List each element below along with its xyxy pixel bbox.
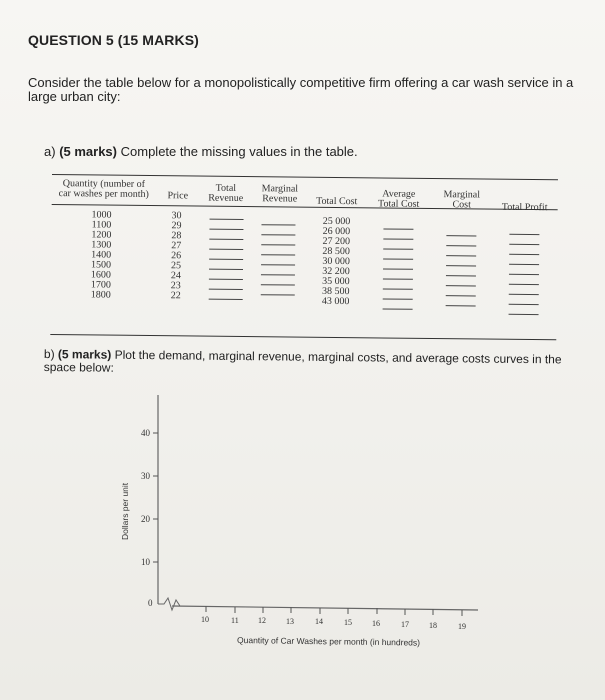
total-cost-cell: 27 200 — [322, 235, 351, 248]
part-a-marks: (5 marks) — [59, 144, 117, 159]
axis-break-icon — [158, 598, 180, 610]
price-cell: 22 — [170, 290, 181, 302]
total-cost-cell: 35 000 — [322, 275, 350, 288]
total-cost-cell: 25 000 — [322, 215, 351, 228]
intro-paragraph: Consider the table below for a monopolistically competitive firm offering a car wash service in a large urban city: — [28, 75, 574, 104]
header-total-profit: Total Profit — [501, 201, 548, 214]
y-tick-label: 0 — [148, 598, 153, 608]
price-cell: 27 — [171, 240, 182, 252]
header-mc-line1: Marginal — [443, 189, 481, 201]
y-tick-label: 30 — [141, 471, 150, 481]
price-cell: 30 — [171, 210, 182, 222]
y-tick-label: 40 — [141, 428, 150, 438]
header-total-cost: Total Cost — [316, 195, 358, 208]
x-tick-label: 11 — [231, 616, 239, 625]
quantity-cell: 1300 — [91, 239, 112, 251]
quantity-cell: 1000 — [91, 209, 112, 221]
quantity-cell: 1600 — [90, 269, 112, 281]
x-tick-label: 12 — [258, 616, 266, 625]
y-axis-title: Dollars per unit — [120, 482, 130, 540]
price-cell: 28 — [171, 230, 182, 242]
header-total-revenue-line1: Total — [215, 182, 237, 194]
header-total-revenue-line2: Revenue — [208, 192, 244, 205]
total-cost-cell: 30 000 — [322, 255, 350, 268]
header-quantity-line1: Quantity (number of — [62, 178, 146, 190]
quantity-cell: 1100 — [91, 219, 112, 231]
x-tick-label: 18 — [429, 621, 437, 630]
price-cell: 24 — [170, 270, 181, 282]
x-tick-label: 19 — [458, 622, 466, 631]
question-title: QUESTION 5 (15 MARKS) — [28, 32, 199, 48]
header-marginal-revenue-line2: Revenue — [262, 193, 298, 205]
header-price: Price — [167, 190, 189, 202]
total-cost-cell: 32 200 — [322, 265, 350, 278]
part-a-text: Complete the missing values in the table. — [120, 144, 358, 159]
part-a-label: a) — [44, 144, 56, 159]
quantity-cell: 1700 — [90, 279, 111, 291]
header-marginal-revenue-line1: Marginal — [261, 183, 299, 195]
header-atc-line1: Average — [382, 188, 416, 200]
header-mc-line2: Cost — [452, 199, 471, 211]
x-tick-label: 16 — [372, 619, 380, 628]
y-tick-label: 20 — [141, 514, 150, 524]
price-cell: 25 — [170, 260, 182, 272]
x-axis-title: Quantity of Car Washes per month (in hundreds) — [236, 635, 421, 648]
header-quantity-line2: car washes per month) — [58, 188, 149, 201]
x-tick-label: 13 — [286, 617, 294, 626]
total-cost-cell: 26 000 — [322, 225, 351, 238]
part-b-label: b) — [43, 347, 55, 362]
quantity-cell: 1400 — [91, 249, 112, 261]
total-cost-cell: 28 500 — [322, 245, 351, 258]
total-cost-cell: 43 000 — [321, 295, 350, 308]
part-b-text: Plot the demand, marginal revenue, marginal costs, and average costs curves in the space below: — [43, 347, 562, 375]
price-cell: 29 — [171, 220, 182, 232]
quantity-cell: 1800 — [90, 289, 111, 301]
header-atc-line2: Total Cost — [378, 198, 420, 210]
quantity-cell: 1200 — [91, 229, 112, 241]
part-b-marks: (5 marks) — [57, 347, 112, 362]
price-cell: 26 — [171, 250, 182, 262]
x-tick-label: 15 — [344, 618, 352, 627]
y-ticks — [141, 428, 158, 608]
x-tick-label: 17 — [401, 620, 409, 629]
quantity-cell: 1500 — [90, 259, 112, 271]
x-tick-label: 10 — [201, 615, 209, 624]
x-tick-label: 14 — [315, 617, 323, 626]
price-cell: 23 — [170, 280, 181, 292]
total-cost-cell: 38 500 — [321, 285, 350, 298]
y-tick-label: 10 — [141, 557, 150, 567]
x-axis — [172, 606, 478, 610]
